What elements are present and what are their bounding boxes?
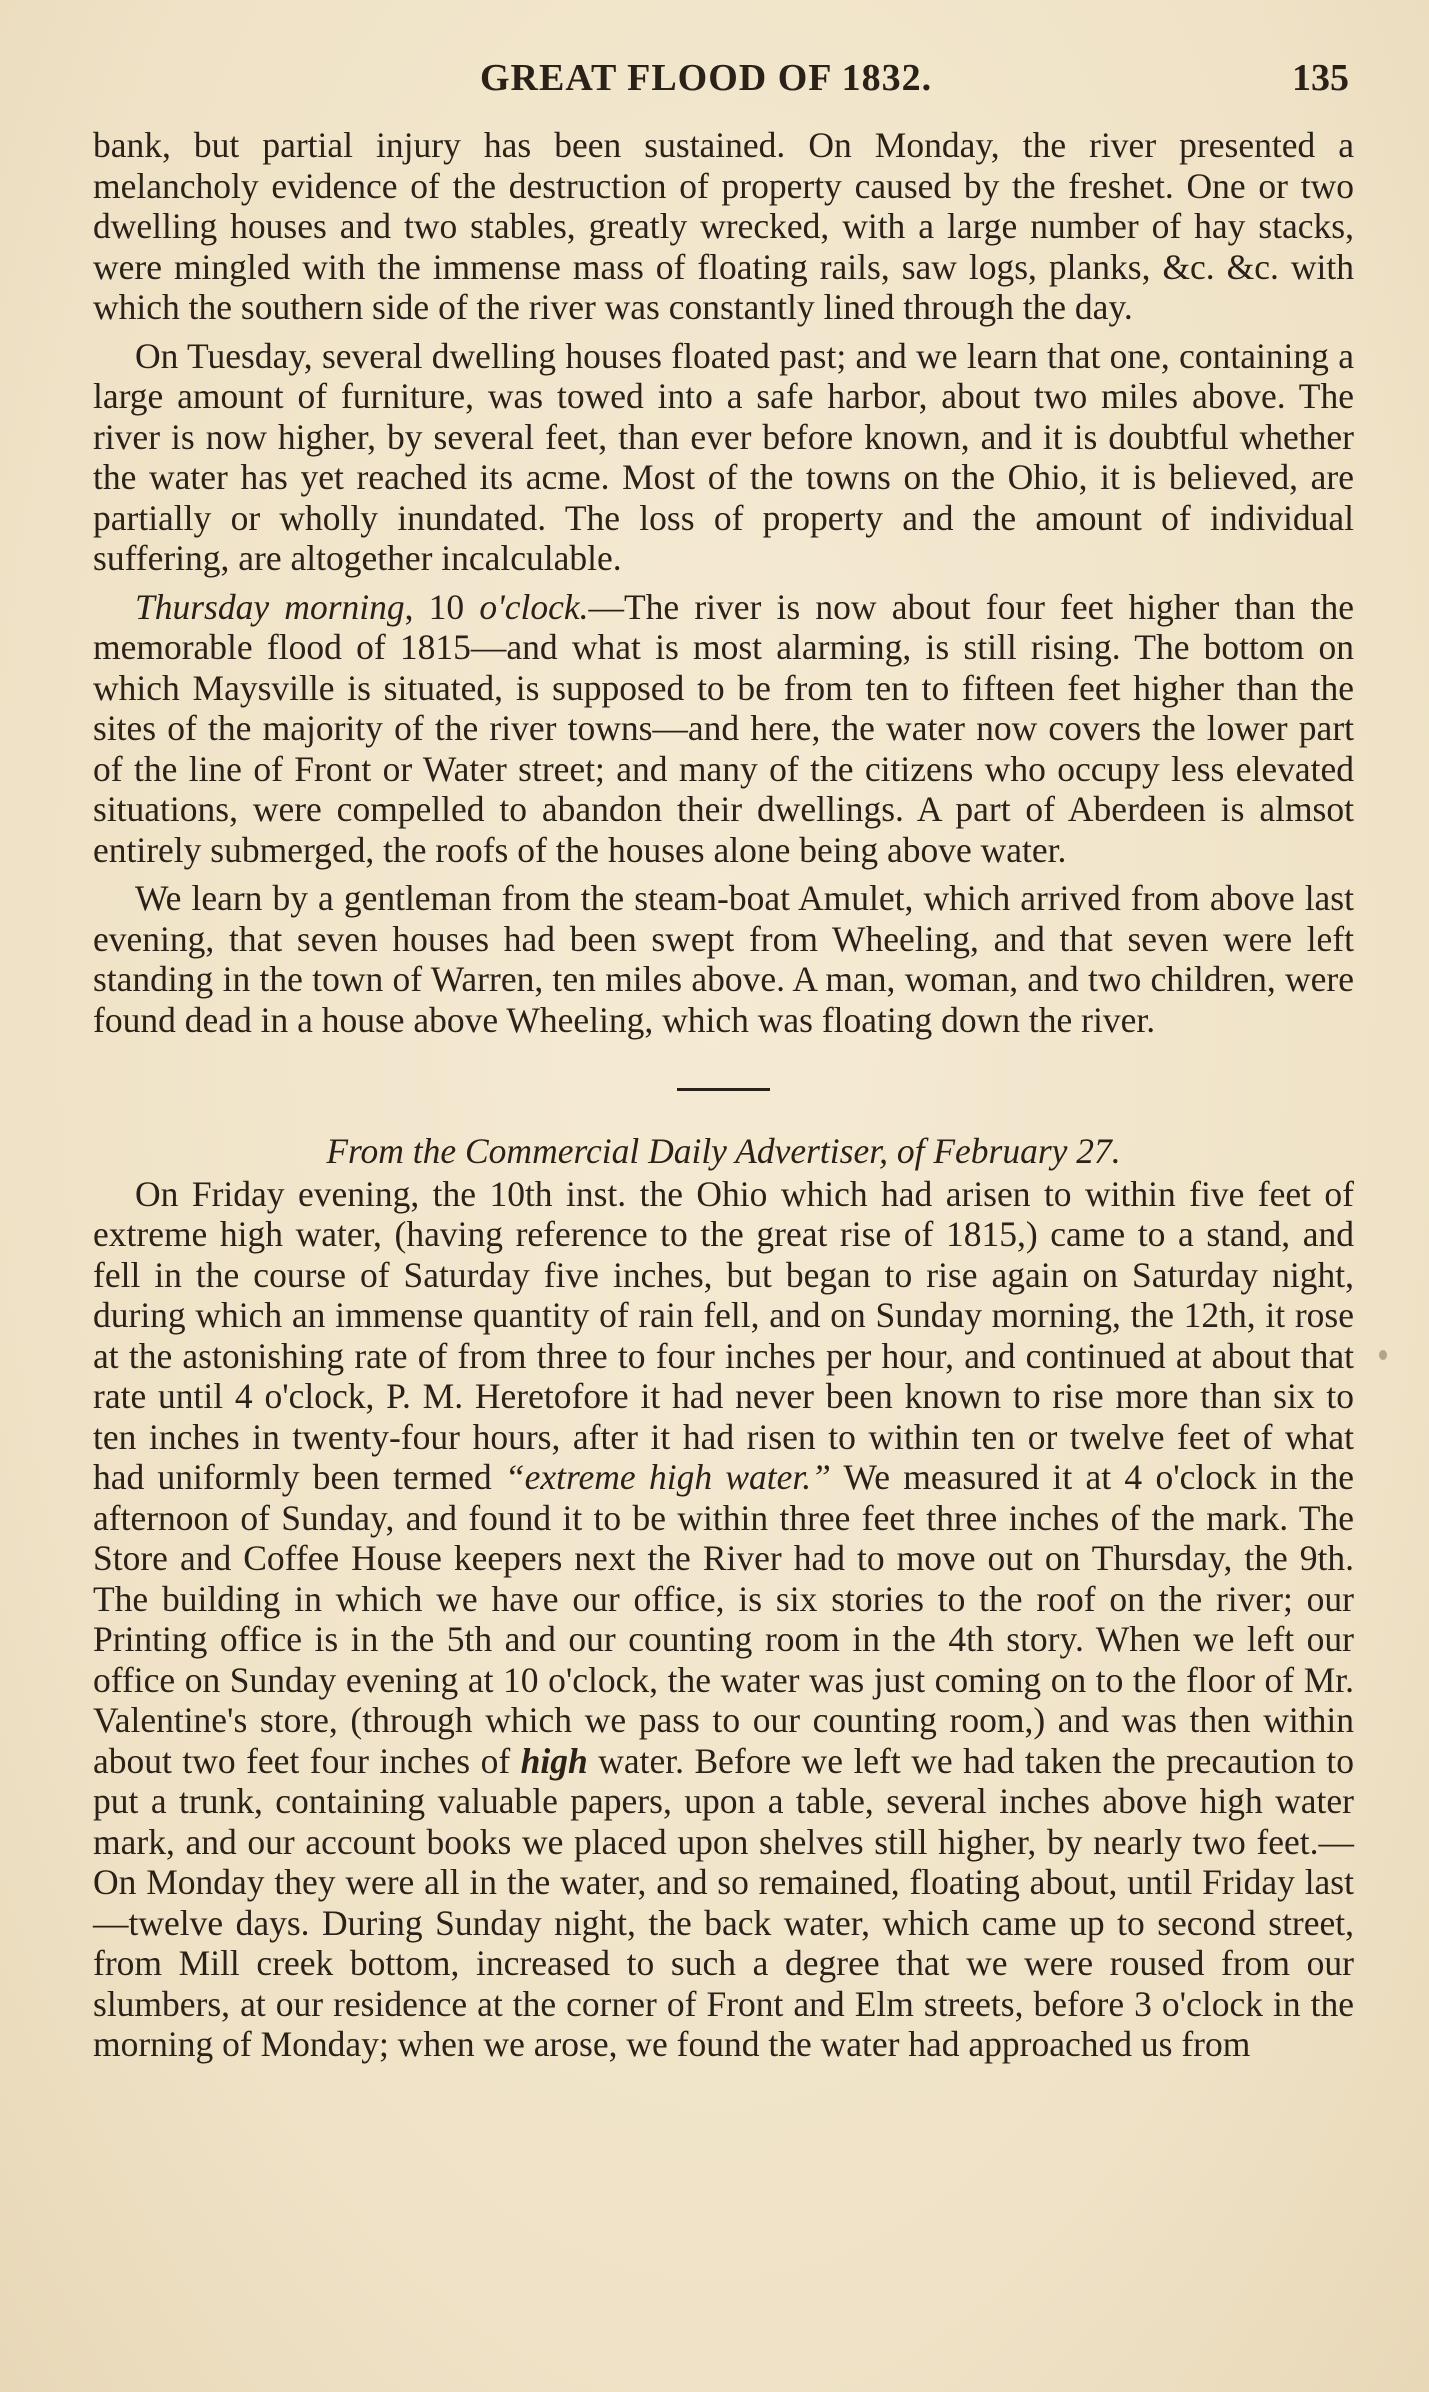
paragraph-continued: bank, but partial injury has been sustained. On Monday, the river presented a melancholy evidence of the destruction of property caused by the freshet. One or two dwelling houses and two stables, greatly wrecked, with a large number of hay stacks, were mingled with the immense mass of floating rails, saw logs, planks, &c. &c. with which the southern side of the river was constantly lined through the day. [93, 125, 1354, 327]
page-header [0, 56, 1429, 106]
source-heading: From the Commercial Daily Advertiser, of February 27. [326, 1131, 1121, 1171]
page-number: 135 [1292, 57, 1349, 99]
ink-speck [1379, 1350, 1387, 1360]
dateline-italic-2: o'clock. [479, 586, 589, 627]
paragraph-thursday [93, 587, 1354, 871]
paragraph-amulet: We learn by a gentleman from the steam-boat Amulet, which arrived from above last evening, that seven houses had been swept from Wheeling, and that seven were left standing in the town of Warren, ten miles above. A man, woman, and two children, were found dead in a house above Wheeling, which was floating down the river. [93, 878, 1354, 1040]
dateline-italic-1: Thursday morning [135, 586, 405, 627]
paragraph-tuesday: On Tuesday, several dwelling houses floated past; and we learn that one, containing a large amount of furniture, was towed into a safe harbor, about two miles above. The river is now higher, by several feet, than ever before known, and it is doubtful whether the water has yet reached its acme. Most of the towns on the Ohio, it is believed, are partially or wholly inundated. The loss of property and the amount of individual suffering, are altogether incalculable. [93, 335, 1354, 578]
friday-text-3: water. Before we left we had taken the precaution to put a trunk, containing valuable papers, upon a table, several inches above high water mark, and our account books we placed upon shelves still higher, by nearly two feet.—On Monday they were all in the water, and so remained, floating about, until Friday last—twelve days. During Sunday night, the back water, which came up to second street, from Mill creek bottom, increased to such a degree that we were roused from our slumbers, at our residence at the corner of Front and Elm streets, before 3 o'clock in the morning of Monday; when we arose, we found the water had approached us from [93, 1740, 1354, 2064]
paragraph-friday [93, 1174, 1354, 2065]
emphasis-high: high [520, 1740, 588, 1781]
section-divider [677, 1088, 770, 1091]
quote-extreme-high-water: “extreme high water.” [504, 1457, 831, 1497]
paragraph-thursday-text: —The river is now about four feet higher than the memorable flood of 1815—and what is most alarming, is still rising. The bottom on which Maysville is situated, is supposed to be from ten to fifteen feet higher than the sites of the majority of the river towns—and here, the water now covers the lower part of the line of Front or Water street; and many of the citizens who occupy less elevated situations, were compelled to abandon their dwellings. A part of Aberdeen is almsot entirely submerged, the roofs of the houses alone being above water. [93, 586, 1354, 870]
running-title: GREAT FLOOD OF 1832. [480, 57, 933, 99]
friday-text-1: On Friday evening, the 10th inst. the Ohio which had arisen to within five feet of extreme high water, (having reference to the great rise of 1815,) came to a stand, and fell in the course of Saturday five inches, but began to rise again on Saturday night, during which an immense quantity of rain fell, and on Sunday morning, the 12th, it rose at the astonishing rate of from three to four inches per hour, and continued at about that rate until 4 o'clock, P. M. Heretofore it had never been known to rise more than six to ten inches in twenty-four hours, after it had risen to within ten or twelve feet of what had uniformly been termed [93, 1173, 1354, 1497]
friday-text-2: We measured it at 4 o'clock in the afternoon of Sunday, and found it to be within three feet three inches of the mark. The Store and Coffee House keepers next the River had to move out on Thursday, the 9th. The building in which we have our office, is six stories to the roof on the river; our Printing office is in the 5th and our counting room in the 4th story. When we left our office on Sunday evening at 10 o'clock, the water was just coming on to the floor of Mr. Valentine's store, (through which we pass to our counting room,) and was then within about two feet four inches of [93, 1457, 1354, 1781]
page-body [93, 125, 1354, 2065]
dateline-plain: , 10 [404, 586, 480, 627]
